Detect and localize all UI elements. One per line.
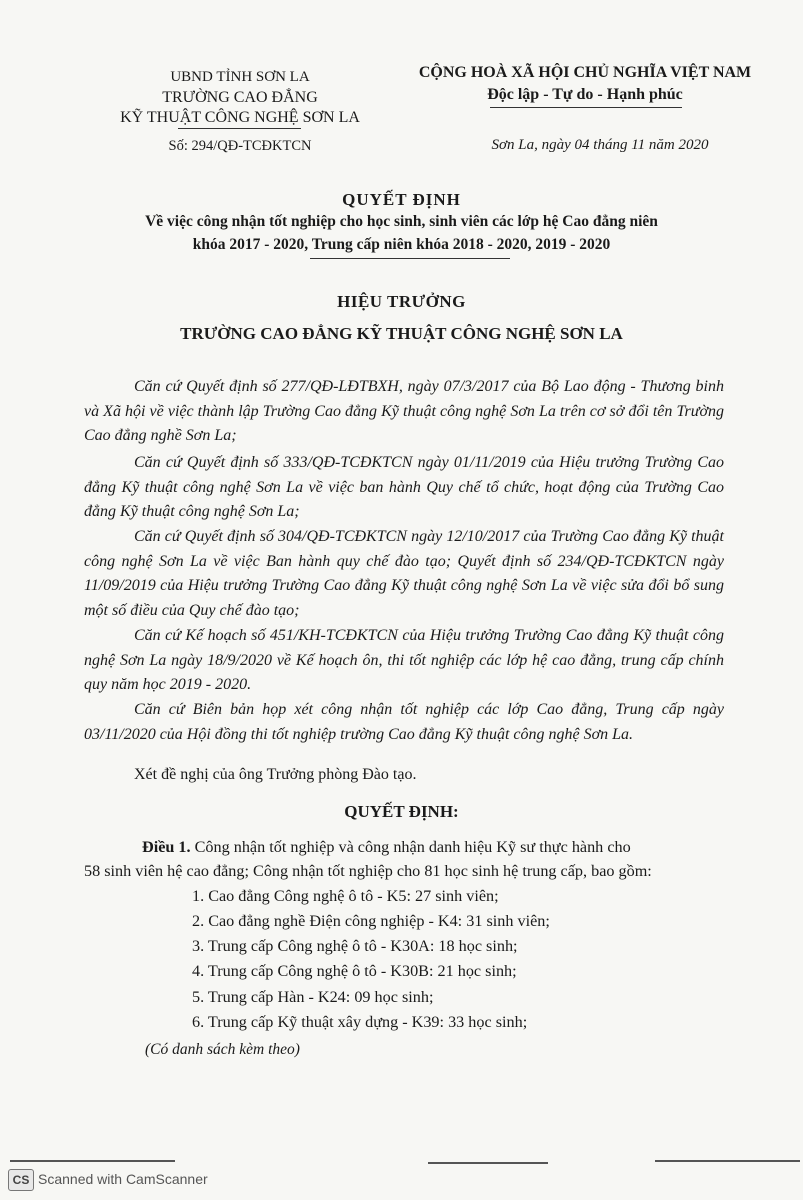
subject-line2: khóa 2017 - 2020, Trung cấp niên khóa 2018 - 2020, 2019 - 2020 bbox=[192, 236, 611, 253]
basis-paragraph: Căn cứ Quyết định số 333/QĐ-TCĐKTCN ngày 01/11/2019 của Hiệu trưởng Trường Cao đẳng Kỹ thuật công nghệ Sơn La về việc ban hành Quy chế tổ chức, hoạt động của Trường Cao đẳng Kỹ thuật công nghệ Sơn La; bbox=[84, 454, 724, 520]
place-date: Sơn La, ngày 04 tháng 11 năm 2020 bbox=[491, 137, 709, 153]
national-title: CỘNG HOÀ XÃ HỘI CHỦ NGHĨA VIỆT NAM bbox=[418, 64, 752, 81]
article-1-line2: 58 sinh viên hệ cao đẳng; Công nhận tốt nghiệp cho 81 học sinh hệ trung cấp, bao gồm: bbox=[84, 862, 652, 880]
basis-paragraph: Căn cứ Quyết định số 277/QĐ-LĐTBXH, ngày 07/3/2017 của Bộ Lao động - Thương binh và Xã hội về việc thành lập Trường Cao đẳng Kỹ thuật công nghệ Sơn La trên cơ sở đổi tên Trường Cao đẳng nghề Sơn La; bbox=[84, 378, 724, 444]
scan-edge-mark bbox=[655, 1160, 800, 1162]
list-item: 6. Trung cấp Kỹ thuật xây dựng - K39: 33 học sinh; bbox=[192, 1013, 528, 1031]
decides-heading: QUYẾT ĐỊNH: bbox=[344, 802, 459, 821]
school-name-line1: TRƯỜNG CAO ĐẲNG bbox=[162, 89, 318, 106]
list-item: 4. Trung cấp Công nghệ ô tô - K30B: 21 học sinh; bbox=[192, 962, 517, 980]
header-right-rule bbox=[490, 107, 682, 108]
article-1-line1 bbox=[142, 838, 631, 857]
scan-edge-mark bbox=[10, 1160, 175, 1162]
list-item: 5. Trung cấp Hàn - K24: 09 học sinh; bbox=[192, 988, 434, 1006]
article-1-text: Công nhận tốt nghiệp và công nhận danh hiệu Kỹ sư thực hành cho bbox=[190, 838, 631, 856]
school-name-line2: KỸ THUẬT CÔNG NGHỆ SƠN LA bbox=[120, 109, 360, 126]
national-motto: Độc lập - Tự do - Hạnh phúc bbox=[487, 86, 683, 103]
camscanner-watermark: Scanned with CamScanner bbox=[38, 1171, 208, 1187]
basis-paragraph: Căn cứ Biên bản họp xét công nhận tốt nghiệp các lớp Cao đẳng, Trung cấp ngày 03/11/2020 của Hội đồng thi tốt nghiệp trường Cao đẳng Kỹ thuật công nghệ Sơn La. bbox=[84, 701, 724, 743]
decision-number: Số: 294/QĐ-TCĐKTCN bbox=[168, 138, 312, 154]
article-1-label: Điều 1. bbox=[142, 838, 191, 856]
attachment-note: (Có danh sách kèm theo) bbox=[145, 1041, 300, 1058]
subject-rule bbox=[310, 258, 510, 259]
basis-paragraph: Căn cứ Kế hoạch số 451/KH-TCĐKTCN của Hiệu trưởng Trường Cao đẳng Kỹ thuật công nghệ Sơn La ngày 18/9/2020 về Kế hoạch ôn, thi tốt nghiệp các lớp hệ cao đẳng, trung cấp chính quy năm học 2019 - 2020. bbox=[84, 627, 724, 693]
document-title: QUYẾT ĐỊNH bbox=[342, 190, 461, 209]
header-left-rule bbox=[178, 128, 301, 129]
list-item: 2. Cao đẳng nghề Điện công nghiệp - K4: 31 sinh viên; bbox=[192, 912, 550, 930]
camscanner-logo-icon: CS bbox=[8, 1169, 34, 1191]
list-item: 1. Cao đẳng Công nghệ ô tô - K5: 27 sinh viên; bbox=[192, 887, 499, 905]
proposal-line: Xét đề nghị của ông Trưởng phòng Đào tạo. bbox=[134, 766, 417, 783]
subject-line1: Về việc công nhận tốt nghiệp cho học sinh, sinh viên các lớp hệ Cao đẳng niên bbox=[145, 213, 658, 230]
agency-name: UBND TỈNH SƠN LA bbox=[170, 69, 310, 85]
authority-title: HIỆU TRƯỞNG bbox=[337, 292, 466, 311]
list-item: 3. Trung cấp Công nghệ ô tô - K30A: 18 học sinh; bbox=[192, 937, 518, 955]
scan-edge-mark bbox=[428, 1162, 548, 1164]
basis-paragraph: Căn cứ Quyết định số 304/QĐ-TCĐKTCN ngày 12/10/2017 của Trường Cao đẳng Kỹ thuật công nghệ Sơn La về việc Ban hành quy chế đào tạo; Quyết định số 234/QĐ-TCĐKTCN ngày 11/09/2019 của Hiệu trưởng Trường Cao đẳng Kỹ thuật công nghệ Sơn La về việc sửa đổi bổ sung một số điều của Quy chế đào tạo; bbox=[84, 528, 724, 619]
authority-school: TRƯỜNG CAO ĐẲNG KỸ THUẬT CÔNG NGHỆ SƠN LA bbox=[180, 324, 623, 343]
